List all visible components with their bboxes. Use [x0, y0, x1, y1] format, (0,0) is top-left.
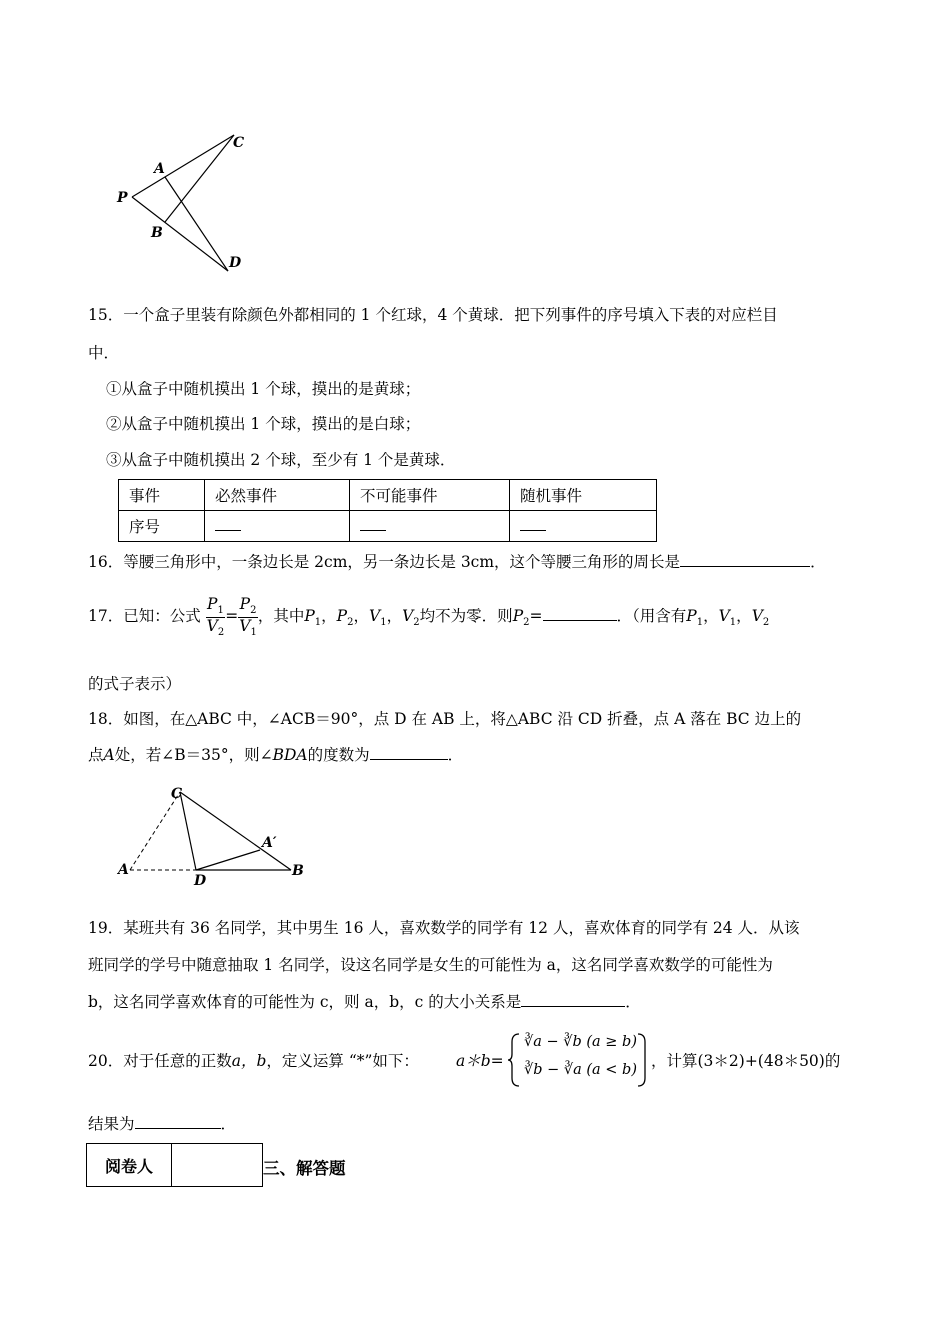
line-cb — [180, 792, 291, 870]
q17-line: 17．已知：公式 $\frac{P_1}{V_2}$ = $\frac{P_2}{V_1}$ ，其中$P_1$，$P_2$，$V_1$，$V_2$均不为零．则$P_2=$ ．（用含有$P_1$，$V_1$，$V_2$ — [88, 595, 770, 638]
q17-tail: ．（用含有 — [616, 607, 687, 626]
answer-blank-certain[interactable] — [205, 511, 350, 542]
q17-vars: 均不为零．则 — [419, 607, 513, 626]
q18-answer-blank[interactable] — [370, 745, 448, 760]
table-header-random: 随机事件 — [510, 480, 657, 511]
label-c: C — [171, 786, 183, 802]
blank-line — [360, 521, 386, 531]
q16-end: ． — [810, 553, 826, 571]
label-b: B — [151, 225, 163, 241]
q15-item-1: ①从盒子中随机摸出 1 个球，摸出的是黄球； — [106, 380, 421, 398]
q15-item-2: ②从盒子中随机摸出 1 个球，摸出的是白球； — [106, 415, 421, 433]
q19-line3: b，这名同学喜欢体育的可能性为 c，则 a，b，c 的大小关系是 ． — [88, 993, 641, 1011]
q17-start: 17．已知：公式 — [88, 607, 201, 626]
section-title: 三、解答题 — [263, 1159, 346, 1178]
equals-sign: = — [225, 607, 239, 626]
left-brace — [507, 1032, 521, 1088]
blank-line — [215, 521, 241, 531]
figure-pabcd — [108, 125, 258, 280]
q20-line2: 结果为 ． — [88, 1115, 237, 1133]
figure-triangle-fold — [108, 780, 318, 890]
blank-line — [520, 521, 546, 531]
line-da-prime — [196, 850, 260, 870]
case-2: ∛b − ∛a (a < b) — [524, 1062, 637, 1078]
q17-line2: 的式子表示） — [88, 675, 182, 693]
label-a: A — [154, 161, 165, 177]
fraction-p2-v1: $\frac{P_2}{V_1}$ — [239, 595, 257, 638]
answer-blank-random[interactable] — [510, 511, 657, 542]
line-pc — [132, 135, 234, 197]
table-header-certain: 必然事件 — [205, 480, 350, 511]
table-row — [119, 511, 657, 542]
right-brace — [636, 1032, 650, 1088]
point-a-prime: A — [103, 746, 115, 764]
q19-line1: 19．某班共有 36 名同学，其中男生 16 人，喜欢数学的同学有 12 人，喜欢体育的同学有 24 人．从该 — [88, 919, 800, 937]
line-pd — [132, 197, 228, 271]
dashed-line-ac — [130, 792, 180, 870]
q20-calc: ，计算(3＊2)+(48＊50)的 — [651, 1052, 841, 1070]
q16-text: 16．等腰三角形中，一条边长是 2cm，另一条边长是 3cm，这个等腰三角形的周长是 — [88, 553, 681, 571]
q15-item-3: ③从盒子中随机摸出 2 个球，至少有 1 个是黄球． — [106, 451, 456, 469]
case-1: ∛a − ∛b (a ≥ b) — [524, 1034, 637, 1050]
reviewer-label: 阅卷人 — [87, 1144, 172, 1187]
q19-answer-blank[interactable] — [521, 992, 625, 1007]
event-table — [118, 479, 657, 542]
label-c: C — [233, 135, 245, 151]
label-a-prime: A′ — [262, 835, 277, 851]
answer-blank-impossible[interactable] — [350, 511, 510, 542]
q17-middle: ，其中 — [257, 607, 305, 626]
q17-answer-blank[interactable] — [543, 606, 617, 621]
operation-lhs: a＊b= — [456, 1052, 504, 1070]
q16-line — [88, 550, 826, 572]
q18-line1: 18．如图，在△ABC 中，∠ACB＝90°，点 D 在 AB 上，将△ABC 沿 CD 折叠，点 A 落在 BC 边上的 — [88, 710, 802, 728]
q19-line2: 班同学的学号中随意抽取 1 名同学，设这名同学是女生的可能性为 a，这名同学喜欢数学的可能性为 — [88, 956, 773, 974]
label-d: D — [194, 873, 207, 889]
line-bc — [165, 135, 234, 222]
line-cd — [180, 792, 196, 870]
q15-text-line2: 中． — [88, 344, 120, 362]
q18-line2: 点A处，若∠B＝35°，则∠BDA的度数为 ． — [88, 746, 464, 764]
label-a: A — [118, 862, 129, 878]
q20-start: 20．对于任意的正数a，b，定义运算 “*”如下： — [88, 1052, 419, 1070]
reviewer-box — [86, 1143, 263, 1187]
table-row — [119, 480, 657, 511]
table-row — [87, 1144, 263, 1187]
line-ad — [165, 177, 228, 271]
label-b: B — [292, 863, 304, 879]
reviewer-score-field[interactable] — [172, 1144, 263, 1187]
table-header-event: 事件 — [119, 480, 205, 511]
q16-answer-blank[interactable] — [680, 552, 810, 567]
label-d: D — [229, 255, 242, 271]
table-row-label: 序号 — [119, 511, 205, 542]
q15-text-line1: 15．一个盒子里装有除颜色外都相同的 1 个红球，4 个黄球．把下列事件的序号填入下表的对应栏目 — [88, 306, 778, 324]
q20-answer-blank[interactable] — [135, 1114, 221, 1129]
label-p: P — [117, 190, 128, 206]
table-header-impossible: 不可能事件 — [350, 480, 510, 511]
fraction-p1-v2: $\frac{P_1}{V_2}$ — [206, 595, 225, 638]
